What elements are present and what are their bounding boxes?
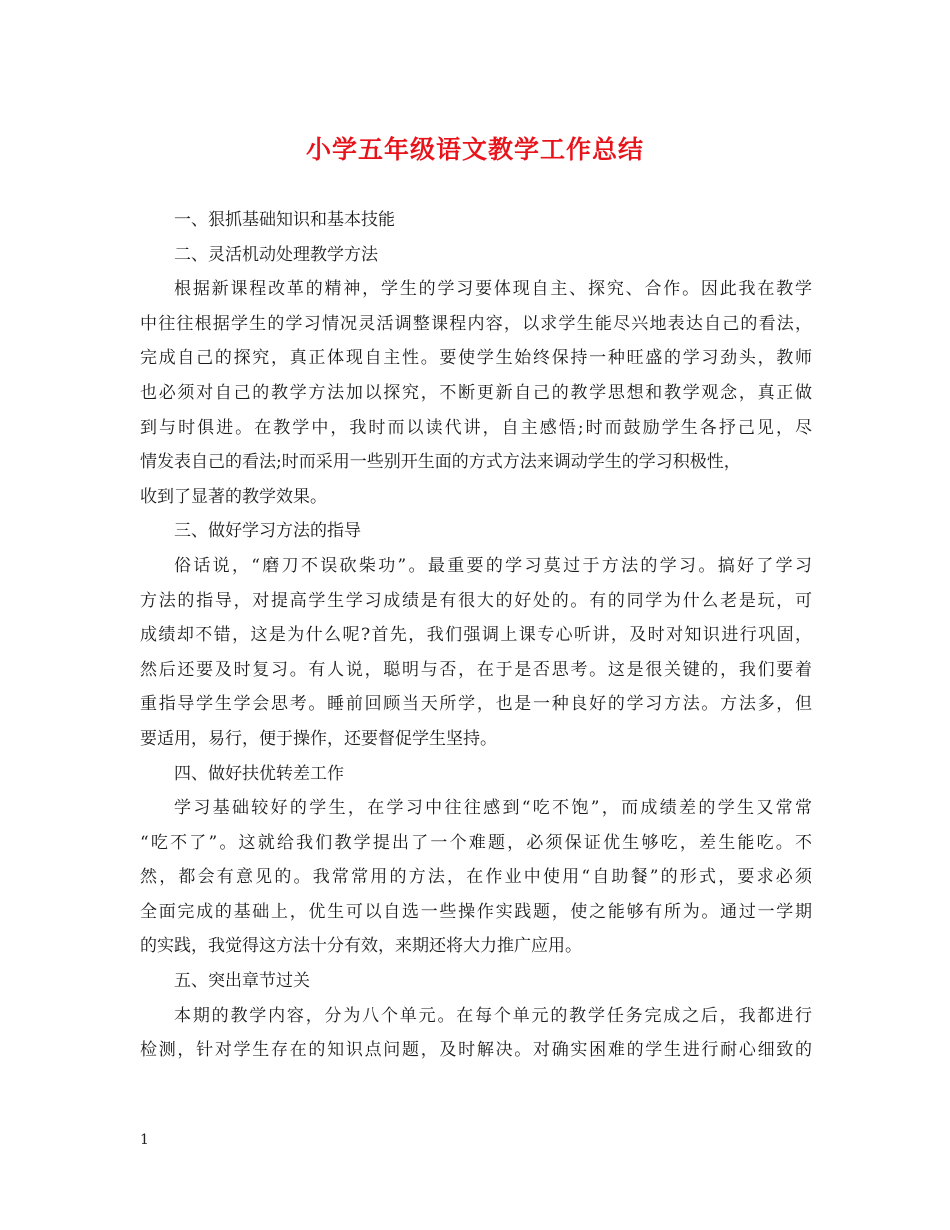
text-line: 检测，针对学生存在的知识点问题，及时解决。对确实困难的学生进行耐心细致的 <box>140 1040 812 1061</box>
text-line: 情发表自己的看法;时而采用一些别开生面的方式方法来调动学生的学习积极性， <box>140 452 741 473</box>
text-line: 重指导学生学会思考。睡前回顾当天所学，也是一种良好的学习方法。方法多，但 <box>140 694 812 715</box>
text-line: 也必须对自己的教学方法加以探究，不断更新自己的教学思想和教学观念，真正做 <box>140 382 812 403</box>
text-line: “吃不了”。这就给我们教学提出了一个难题，必须保证优生够吃，差生能吃。不 <box>140 832 812 853</box>
text-line: 俗话说，“磨刀不误砍柴功”。最重要的学习莫过于方法的学习。搞好了学习 <box>174 555 812 576</box>
text-line: 本期的教学内容，分为八个单元。在每个单元的教学任务完成之后，我都进行 <box>174 1005 812 1026</box>
text-line: 五、突出章节过关 <box>174 971 310 992</box>
text-line: 二、灵活机动处理教学方法 <box>174 244 378 265</box>
text-line: 方法的指导，对提高学生学习成绩是有很大的好处的。有的同学为什么老是玩，可 <box>140 590 812 611</box>
text-line: 根据新课程改革的精神，学生的学习要体现自主、探究、合作。因此我在教学 <box>174 279 812 300</box>
text-line: 成绩却不错，这是为什么呢?首先，我们强调上课专心听讲，及时对知识进行巩固， <box>140 625 812 646</box>
text-line: 学习基础较好的学生，在学习中往往感到“吃不饱”，而成绩差的学生又常常 <box>174 798 812 819</box>
page-number: 1 <box>140 1132 149 1148</box>
text-line: 全面完成的基础上，优生可以自选一些操作实践题，使之能够有所为。通过一学期 <box>140 901 812 922</box>
text-line: 的实践，我觉得这方法十分有效，来期还将大力推广应用。 <box>140 936 582 957</box>
text-line: 一、狠抓基础知识和基本技能 <box>174 210 395 230</box>
text-line: 中往往根据学生的学习情况灵活调整课程内容，以求学生能尽兴地表达自己的看法， <box>140 313 812 334</box>
text-line: 到与时俱进。在教学中，我时而以读代讲，自主感悟;时而鼓励学生各抒己见，尽 <box>140 417 812 438</box>
text-line: 然后还要及时复习。有人说，聪明与否，在于是否思考。这是很关键的，我们要着 <box>140 659 812 680</box>
text-line: 收到了显著的教学效果。 <box>140 486 327 507</box>
text-line: 完成自己的探究，真正体现自主性。要使学生始终保持一种旺盛的学习劲头，教师 <box>140 348 812 369</box>
text-line: 三、做好学习方法的指导 <box>174 521 361 542</box>
text-line: 要适用，易行，便于操作，还要督促学生坚持。 <box>140 728 497 749</box>
document-body <box>140 203 812 1068</box>
text-line: 然，都会有意见的。我常常用的方法，在作业中使用“自助餐”的形式，要求必须 <box>140 867 812 888</box>
document-title: 小学五年级语文教学工作总结 <box>305 135 644 164</box>
text-line: 四、做好扶优转差工作 <box>174 763 344 784</box>
